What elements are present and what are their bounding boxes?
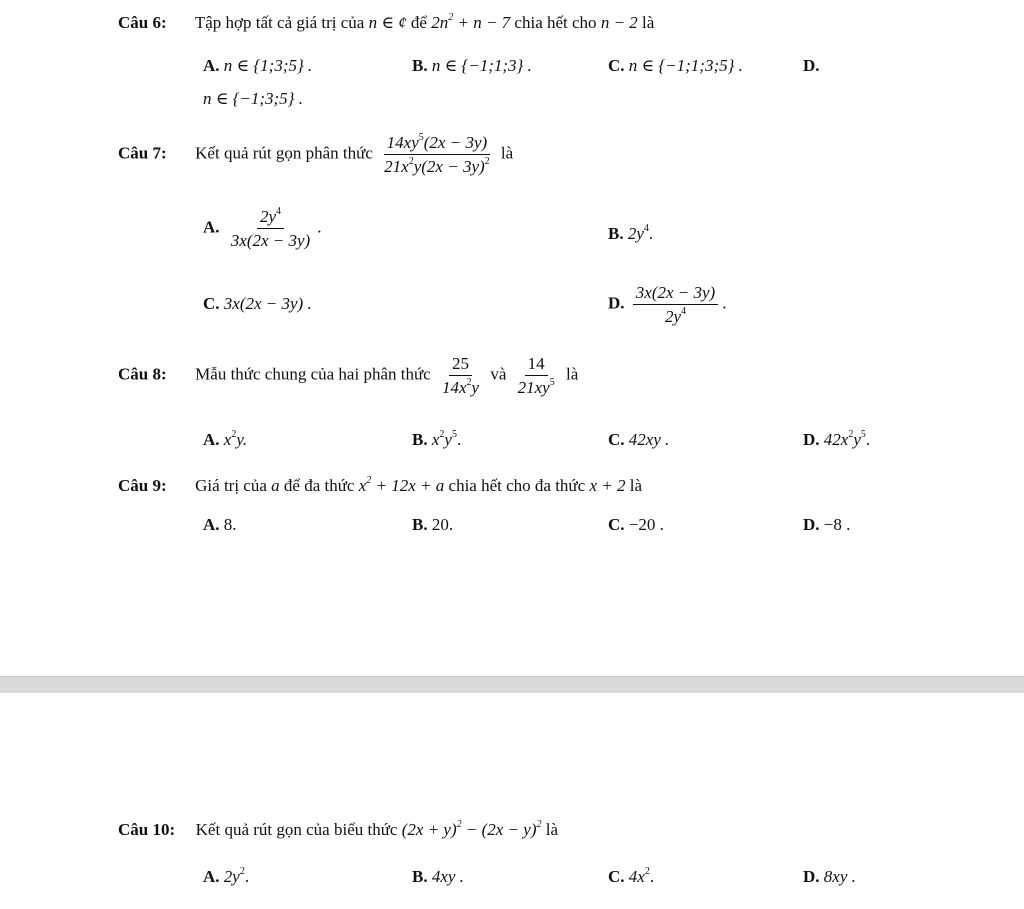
math-condition: n ∈ ¢ bbox=[368, 13, 407, 32]
question-number: Câu 8: bbox=[118, 364, 167, 384]
page-separator bbox=[0, 676, 1024, 694]
question-9 bbox=[118, 476, 642, 496]
question-text: là bbox=[629, 476, 642, 495]
question-text: Tập hợp tất cả giá trị của bbox=[194, 13, 365, 32]
question-6 bbox=[118, 13, 654, 33]
question-text: là bbox=[565, 364, 579, 384]
option-c: C. −20 . bbox=[608, 515, 664, 534]
question-text: chia hết cho đa thức bbox=[448, 476, 586, 495]
option-d: D. 8xy . bbox=[803, 867, 856, 886]
question-7 bbox=[118, 133, 513, 176]
question-10 bbox=[118, 820, 558, 840]
option-a: A. n ∈ {1;3;5} . bbox=[203, 56, 313, 75]
question-text: chia hết cho bbox=[514, 13, 597, 32]
option-c: C. 3x(2x − 3y) . bbox=[203, 294, 312, 313]
option-b: B. 20. bbox=[412, 515, 454, 534]
question-text: để đa thức bbox=[283, 476, 355, 495]
question-text: Kết quả rút gọn của biểu thức bbox=[195, 820, 398, 839]
option-c: C. $4x^2$. bbox=[608, 866, 655, 886]
option-c: C. 42xy . bbox=[608, 430, 670, 449]
question-text: là bbox=[642, 13, 655, 32]
question-text: là bbox=[545, 820, 559, 839]
question-number: Câu 7: bbox=[118, 143, 167, 163]
option-d: D. −8 . bbox=[803, 515, 851, 534]
option-a: A. $\frac{2y^4}{3x(2x - 3y)}$ . bbox=[203, 206, 322, 250]
question-text: để bbox=[410, 13, 427, 32]
option-c: C. n ∈ {−1;1;3;5} . bbox=[608, 56, 743, 75]
option-d: n ∈ {−1;3;5} . bbox=[203, 89, 303, 108]
math-divisor: n − 2 bbox=[600, 13, 638, 32]
option-b: B. $2y^4$. bbox=[608, 223, 654, 243]
math-fraction: $\frac{14}{21xy^5}$ bbox=[517, 354, 555, 397]
question-8 bbox=[118, 354, 578, 397]
option-d: D. $42x^2y^5$. bbox=[803, 429, 871, 449]
question-number: Câu 9: bbox=[118, 476, 167, 495]
question-text: Mẫu thức chung của hai phân thức bbox=[195, 364, 431, 384]
math-divisor: x + 2 bbox=[589, 476, 626, 495]
option-b: B. $x^2y^5$. bbox=[412, 429, 462, 449]
math-variable: a bbox=[271, 476, 280, 495]
math-expression: $2n^2 + n - 7$ bbox=[431, 12, 511, 32]
math-expression: $(2x + y)^2 - (2x - y)^2$ bbox=[401, 819, 542, 839]
option-a: A. $2y^2$. bbox=[203, 866, 250, 886]
option-d-label: D. bbox=[803, 56, 820, 75]
math-fraction: $\frac{14xy^5(2x - 3y)}{21x^2y(2x - 3y)^2}$ bbox=[384, 132, 490, 176]
option-b: B. n ∈ {−1;1;3} . bbox=[412, 56, 532, 75]
option-d: D. $\frac{3x(2x - 3y)}{2y^4}$ . bbox=[608, 283, 727, 326]
question-text: Kết quả rút gọn phân thức bbox=[195, 143, 373, 163]
question-number: Câu 6: bbox=[118, 13, 167, 32]
option-b: B. 4xy . bbox=[412, 867, 464, 886]
document-page-2 bbox=[0, 693, 1024, 909]
question-text: và bbox=[490, 364, 507, 384]
option-a: A. $x^2y$. bbox=[203, 429, 248, 449]
question-text: Giá trị của bbox=[195, 476, 267, 495]
option-a: A. 8. bbox=[203, 515, 237, 534]
math-fraction: $\frac{25}{14x^2y}$ bbox=[441, 354, 480, 397]
math-polynomial: $x^2 + 12x + a$ bbox=[358, 475, 445, 495]
question-number: Câu 10: bbox=[118, 820, 176, 839]
question-text: là bbox=[500, 143, 514, 163]
